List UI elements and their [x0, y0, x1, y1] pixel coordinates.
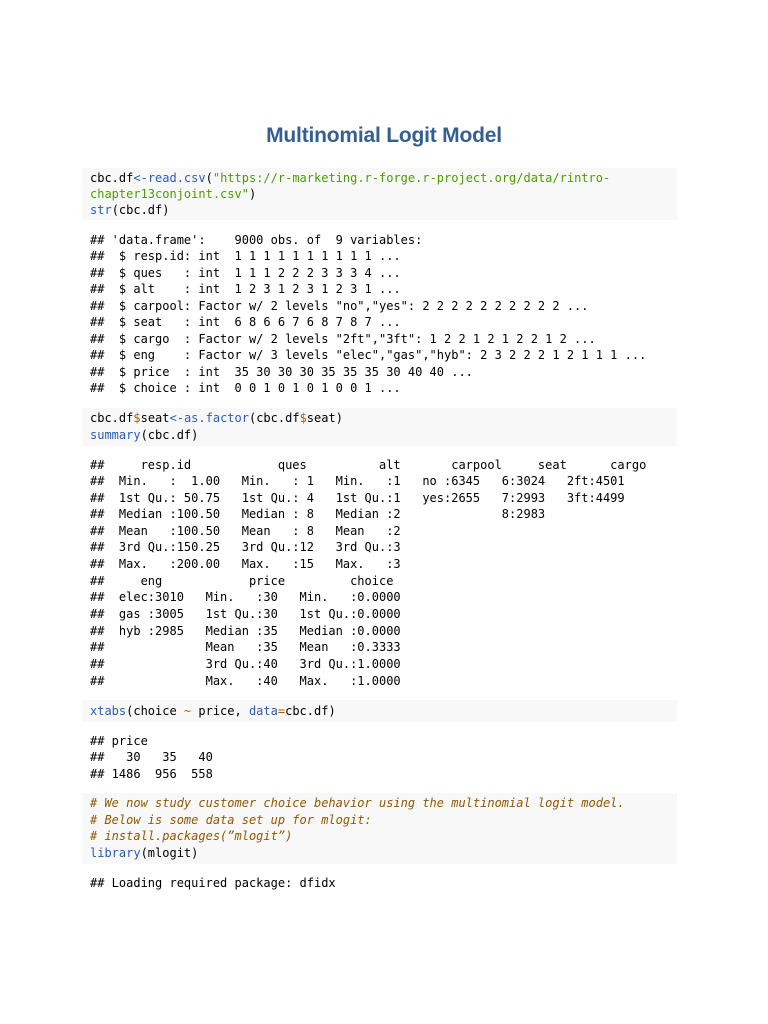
output-line: ## gas :3005 1st Qu.:30 1st Qu.:0.0000	[90, 607, 401, 621]
output-line: ## $ carpool: Factor w/ 2 levels "no","yes": 2 2 2 2 2 2 2 2 2 2 ...	[90, 299, 589, 313]
code-line	[90, 703, 336, 719]
code-comment	[90, 812, 372, 828]
output-block-library	[82, 873, 677, 893]
code-block-xtabs	[82, 700, 677, 722]
code-token: $	[133, 411, 141, 425]
code-token: cbc.df)	[285, 704, 336, 718]
output-line: ## Median :100.50 Median : 8 Median :2 8:2983	[90, 507, 546, 521]
code-token: # install.packages(”mlogit”)	[90, 829, 293, 843]
output-block-summary	[82, 455, 677, 691]
output-line: ## price	[90, 734, 148, 748]
code-token: <-	[169, 411, 184, 425]
code-comment	[90, 795, 625, 811]
code-token: # We now study customer choice behavior using the multinomial logit model.	[90, 796, 625, 810]
code-token: )	[248, 187, 257, 201]
output-line: ## 30 35 40	[90, 750, 213, 764]
output-line: ## Mean :100.50 Mean : 8 Mean :2	[90, 524, 401, 538]
code-token: library	[90, 846, 141, 860]
code-line	[90, 170, 610, 186]
code-block-mlogit	[82, 793, 677, 864]
output-line: ## $ resp.id: int 1 1 1 1 1 1 1 1 1 1 ...	[90, 249, 401, 263]
output-line: ## Loading required package: dfidx	[90, 876, 336, 890]
output-line: ## elec:3010 Min. :30 Min. :0.0000	[90, 590, 401, 604]
output-line: ## $ choice : int 0 0 1 0 1 0 1 0 0 1 ...	[90, 381, 401, 395]
code-token: as.factor	[183, 411, 249, 425]
code-token: read.csv	[147, 171, 206, 185]
code-token: # Below is some data set up for mlogit:	[90, 813, 372, 827]
output-line: ## $ price : int 35 30 30 30 35 35 35 30 40 40 ...	[90, 365, 473, 379]
output-line: ## $ eng : Factor w/ 3 levels "elec","gas","hyb": 2 3 2 2 2 1 2 1 1 1 ...	[90, 348, 647, 362]
output-line: ## $ ques : int 1 1 1 2 2 2 3 3 3 4 ...	[90, 266, 401, 280]
code-token: cbc.df	[90, 171, 134, 185]
output-line: ## Max. :40 Max. :1.0000	[90, 674, 401, 688]
code-token: chapter13conjoint.csv"	[90, 187, 249, 201]
code-token: summary	[90, 428, 141, 442]
output-line: ## 3rd Qu.:150.25 3rd Qu.:12 3rd Qu.:3	[90, 540, 401, 554]
output-line: ## $ seat : int 6 8 6 6 7 6 8 7 8 7 ...	[90, 315, 401, 329]
code-token: <-	[133, 171, 148, 185]
output-line: ## eng price choice	[90, 574, 394, 588]
code-token: xtabs	[90, 704, 127, 718]
code-token: data	[248, 704, 278, 718]
output-line: ## hyb :2985 Median :35 Median :0.0000	[90, 624, 401, 638]
code-comment	[90, 828, 292, 844]
output-line: ## 1st Qu.: 50.75 1st Qu.: 4 1st Qu.:1 yes:2655 7:2993 3ft:4499	[90, 491, 625, 505]
page-title: Multinomial Logit Model	[266, 124, 502, 147]
output-line: ## 1486 956 558	[90, 767, 213, 781]
output-line: ## 'data.frame': 9000 obs. of 9 variables:	[90, 233, 423, 247]
code-token: price,	[191, 704, 249, 718]
output-block-str	[82, 230, 677, 398]
code-token: $	[299, 411, 307, 425]
output-line: ## Mean :35 Mean :0.3333	[90, 640, 401, 654]
code-token: ~	[183, 704, 192, 718]
output-line: ## $ alt : int 1 2 3 1 2 3 1 2 3 1 ...	[90, 282, 401, 296]
code-line	[90, 186, 256, 202]
code-line	[90, 845, 198, 861]
output-line: ## Min. : 1.00 Min. : 1 Min. :1 no :6345 6:3024 2ft:4501	[90, 474, 625, 488]
code-token: seat	[140, 411, 170, 425]
code-line	[90, 427, 198, 443]
code-token: =	[277, 704, 286, 718]
code-token: "https://r-marketing.r-forge.r-project.org/data/rintro-	[212, 171, 611, 185]
code-token: seat)	[306, 411, 343, 425]
code-token: (cbc.df	[248, 411, 300, 425]
code-line	[90, 202, 169, 218]
output-block-xtabs	[82, 731, 677, 783]
code-token: cbc.df	[90, 411, 134, 425]
code-token: (mlogit)	[140, 846, 199, 860]
code-token: (cbc.df)	[111, 203, 170, 217]
output-line: ## 3rd Qu.:40 3rd Qu.:1.0000	[90, 657, 401, 671]
output-line: ## resp.id ques alt carpool seat cargo	[90, 458, 647, 472]
output-line: ## $ cargo : Factor w/ 2 levels "2ft","3ft": 1 2 2 1 2 1 2 2 1 2 ...	[90, 332, 596, 346]
code-block-summary	[82, 408, 677, 446]
code-token: (choice	[126, 704, 184, 718]
code-token: (cbc.df)	[140, 428, 199, 442]
code-line	[90, 410, 343, 426]
code-token: (	[205, 171, 213, 185]
code-token: str	[90, 203, 112, 217]
code-block-read-csv	[82, 168, 677, 220]
output-line: ## Max. :200.00 Max. :15 Max. :3	[90, 557, 401, 571]
